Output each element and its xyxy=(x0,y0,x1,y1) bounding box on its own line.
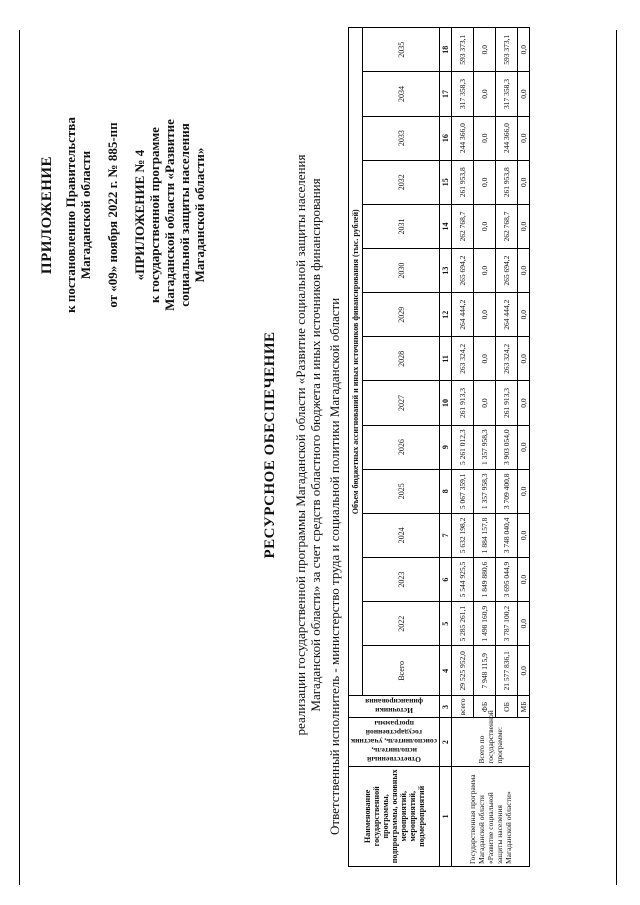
header-source: Источники финансирования xyxy=(349,696,440,718)
col-number: 11 xyxy=(440,337,452,381)
year-2034: 2034 xyxy=(363,72,440,116)
value-cell: 0,0 xyxy=(518,116,530,160)
col-number: 10 xyxy=(440,381,452,425)
value-cell: 0,0 xyxy=(518,469,530,513)
value-cell: 0,0 xyxy=(474,28,496,72)
value-cell: 3 709 400,8 xyxy=(496,469,518,513)
year-2035: 2035 xyxy=(363,28,440,72)
value-cell: 3 748 040,4 xyxy=(496,513,518,557)
document-title: РЕСУРСНОЕ ОБЕСПЕЧЕНИЕ xyxy=(262,331,278,559)
col-number: 9 xyxy=(440,425,452,469)
value-cell: 0,0 xyxy=(474,381,496,425)
total-cell: 29 525 952,0 xyxy=(452,646,474,696)
value-cell: 0,0 xyxy=(474,293,496,337)
value-cell: 3 903 054,0 xyxy=(496,425,518,469)
col-number: 17 xyxy=(440,72,452,116)
header-line-5: к государственной программе xyxy=(147,127,162,303)
value-cell: 0,0 xyxy=(518,293,530,337)
col-number: 8 xyxy=(440,469,452,513)
document-subtitle-2: Магаданской области» за счет средств областного бюджета и иных источников финансирования xyxy=(308,178,323,712)
value-cell: 1 357 958,3 xyxy=(474,469,496,513)
year-2023: 2023 xyxy=(363,557,440,601)
col-number: 18 xyxy=(440,28,452,72)
top-rule xyxy=(19,30,20,885)
value-cell: 263 324,2 xyxy=(452,337,474,381)
header-total: Всего xyxy=(363,646,440,696)
value-cell: 5 285 261,1 xyxy=(452,602,474,646)
header-responsible: Ответственный исполнитель, соисполнитель, участник государственной программы xyxy=(349,718,440,766)
year-2024: 2024 xyxy=(363,513,440,557)
program-responsible: Всего по государственной программе: xyxy=(452,718,530,766)
value-cell: 0,0 xyxy=(518,204,530,248)
value-cell: 593 373,1 xyxy=(496,28,518,72)
col-number: 5 xyxy=(440,602,452,646)
header-line-1: к постановлению Правительства xyxy=(63,117,78,313)
value-cell: 0,0 xyxy=(518,337,530,381)
appendix-title: ПРИЛОЖЕНИЕ xyxy=(39,155,55,275)
value-cell: 0,0 xyxy=(474,249,496,293)
source-cell: МБ xyxy=(518,696,530,718)
value-cell: 317 358,3 xyxy=(496,72,518,116)
year-2033: 2033 xyxy=(363,116,440,160)
value-cell: 3 695 044,9 xyxy=(496,557,518,601)
header-line-6: Магаданской области «Развитие xyxy=(162,119,177,311)
value-cell: 0,0 xyxy=(474,337,496,381)
year-2022: 2022 xyxy=(363,602,440,646)
col-number: 3 xyxy=(440,696,452,718)
col-number: 4 xyxy=(440,646,452,696)
year-2031: 2031 xyxy=(363,204,440,248)
header-line-7: социальной защиты населения xyxy=(177,123,192,307)
value-cell: 261 913,3 xyxy=(496,381,518,425)
year-2030: 2030 xyxy=(363,249,440,293)
year-2028: 2028 xyxy=(363,337,440,381)
total-cell: 0,0 xyxy=(518,646,530,696)
value-cell: 0,0 xyxy=(474,204,496,248)
value-cell: 1 849 880,6 xyxy=(474,557,496,601)
header-volume: Объем бюджетных ассигнований и иных источников финансирования (тыс. рублей) xyxy=(349,28,363,696)
col-number: 15 xyxy=(440,160,452,204)
value-cell: 244 366,0 xyxy=(496,116,518,160)
value-cell: 0,0 xyxy=(518,425,530,469)
value-cell: 0,0 xyxy=(518,513,530,557)
year-2026: 2026 xyxy=(363,425,440,469)
value-cell: 0,0 xyxy=(518,249,530,293)
value-cell: 262 768,7 xyxy=(496,204,518,248)
year-2032: 2032 xyxy=(363,160,440,204)
value-cell: 0,0 xyxy=(518,28,530,72)
value-cell: 0,0 xyxy=(518,72,530,116)
col-number: 13 xyxy=(440,249,452,293)
value-cell: 244 366,0 xyxy=(452,116,474,160)
col-number: 1 xyxy=(440,766,452,866)
value-cell: 5 261 012,3 xyxy=(452,425,474,469)
value-cell: 317 358,3 xyxy=(452,72,474,116)
value-cell: 0,0 xyxy=(518,160,530,204)
value-cell: 261 953,8 xyxy=(452,160,474,204)
responsible-executor: Ответственный исполнитель - министерство труда и социальной политики Магаданской области xyxy=(327,297,342,835)
resource-table xyxy=(348,27,530,867)
year-2029: 2029 xyxy=(363,293,440,337)
value-cell: 1 357 958,3 xyxy=(474,425,496,469)
value-cell: 5 544 925,5 xyxy=(452,557,474,601)
value-cell: 593 373,1 xyxy=(452,28,474,72)
source-cell: ФБ xyxy=(474,696,496,718)
value-cell: 1 884 157,8 xyxy=(474,513,496,557)
value-cell: 0,0 xyxy=(518,602,530,646)
appendix-header xyxy=(40,45,207,385)
col-number: 2 xyxy=(440,718,452,766)
value-cell: 264 444,2 xyxy=(452,293,474,337)
year-2027: 2027 xyxy=(363,381,440,425)
value-cell: 0,0 xyxy=(518,557,530,601)
source-cell: всего xyxy=(452,696,474,718)
column-numbers-row xyxy=(440,28,452,867)
total-cell: 7 948 115,9 xyxy=(474,646,496,696)
col-number: 16 xyxy=(440,116,452,160)
col-number: 14 xyxy=(440,204,452,248)
program-name: Государственная программа Магаданской области «Развитие социальной защиты населения Магаданской области» xyxy=(452,766,530,866)
value-cell: 261 913,3 xyxy=(452,381,474,425)
value-cell: 0,0 xyxy=(518,381,530,425)
year-2025: 2025 xyxy=(363,469,440,513)
col-number: 12 xyxy=(440,293,452,337)
value-cell: 5 632 198,2 xyxy=(452,513,474,557)
header-line-4: «ПРИЛОЖЕНИЕ № 4 xyxy=(132,149,147,281)
header-name: Наименование государственной программы, подпрограммы, основных мероприятий, мероприятий, подмероприятий xyxy=(349,766,440,866)
value-cell: 261 953,8 xyxy=(496,160,518,204)
value-cell: 264 444,2 xyxy=(496,293,518,337)
value-cell: 0,0 xyxy=(474,116,496,160)
value-cell: 5 067 359,1 xyxy=(452,469,474,513)
table-row xyxy=(452,28,474,867)
col-number: 6 xyxy=(440,557,452,601)
value-cell: 265 694,2 xyxy=(496,249,518,293)
header-line-2: Магаданской области xyxy=(78,150,93,280)
value-cell: 265 694,2 xyxy=(452,249,474,293)
col-number: 7 xyxy=(440,513,452,557)
value-cell: 3 787 100,2 xyxy=(496,602,518,646)
value-cell: 0,0 xyxy=(474,72,496,116)
value-cell: 262 768,7 xyxy=(452,204,474,248)
value-cell: 0,0 xyxy=(474,160,496,204)
document-titles xyxy=(262,25,343,865)
source-cell: ОБ xyxy=(496,696,518,718)
document-subtitle-1: реализации государственной программы Магаданской области «Развитие социальной защиты населения xyxy=(293,154,308,736)
value-cell: 263 324,2 xyxy=(496,337,518,381)
header-line-3: от «09» ноября 2022 г. № 885-пп xyxy=(105,122,120,308)
total-cell: 21 577 836,1 xyxy=(496,646,518,696)
bottom-rule xyxy=(616,30,617,885)
header-line-8: Магаданской области» xyxy=(192,147,207,283)
value-cell: 1 498 160,9 xyxy=(474,602,496,646)
